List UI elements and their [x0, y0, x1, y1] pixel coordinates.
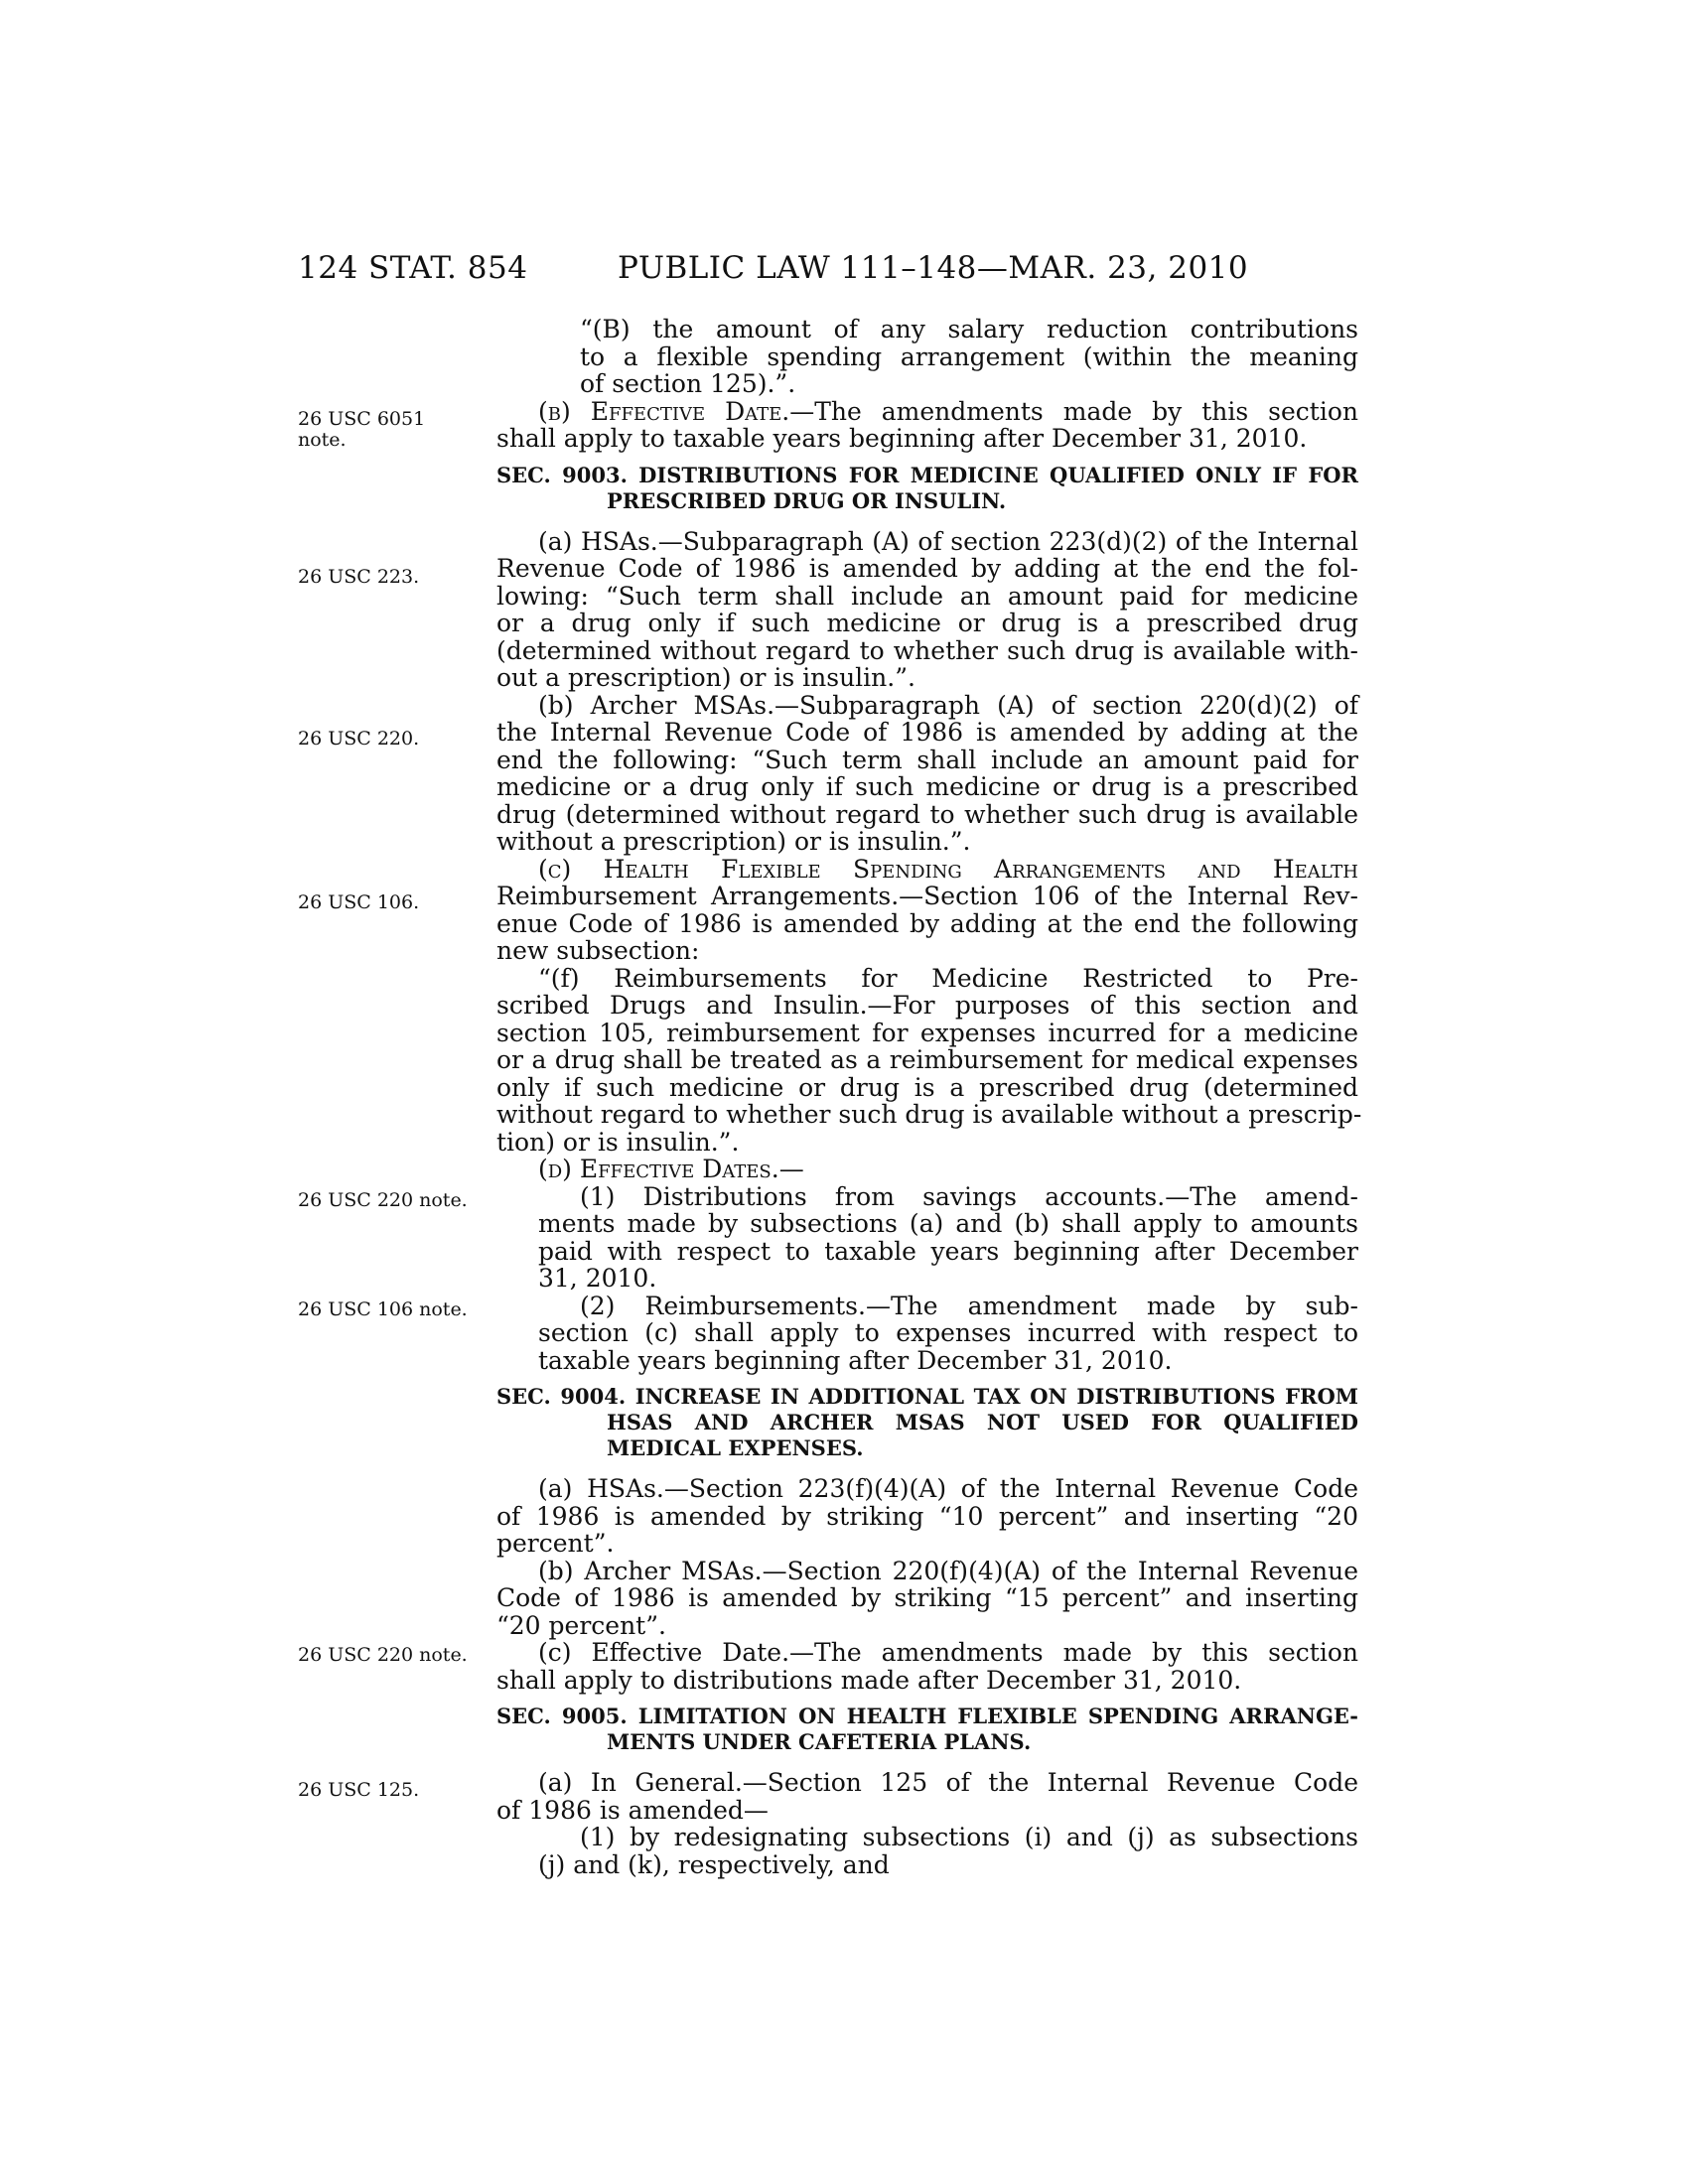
paragraph-9005-a: [496, 1769, 1358, 1878]
text-line: or a drug shall be treated as a reimbursement for medical expenses: [496, 1045, 1358, 1074]
text-line: Reimbursement Arrangements.—Section 106 of the Internal Rev-: [496, 882, 1358, 910]
margin-note: 26 USC 106 note.: [298, 1298, 468, 1320]
text-line: enue Code of 1986 is amended by adding at the end the following: [496, 908, 1358, 938]
paragraph-effective-date: [496, 398, 1358, 453]
text-line: ments made by subsections (a) and (b) shall apply to amounts: [538, 1209, 1358, 1238]
text-line: medicine or a drug only if such medicine or drug is a prescribed: [496, 772, 1358, 801]
text-line: Revenue Code of 1986 is amended by adding at the end the fol-: [496, 554, 1358, 583]
margin-note-line: 26 USC 6051: [298, 408, 426, 430]
margin-note-line: note.: [298, 429, 347, 451]
text-line: without a prescription) or is insulin.”.: [496, 827, 971, 856]
section-heading-9004: [496, 1384, 1358, 1461]
text-line: (a) HSAs.—Section 223(f)(4)(A) of the Internal Revenue Code: [538, 1474, 1358, 1503]
text-line: shall apply to taxable years beginning after December 31, 2010.: [496, 424, 1308, 453]
subsection-heading: (d) Effective Dates.—: [538, 1155, 804, 1183]
heading-line: HSAS AND ARCHER MSAS NOT USED FOR QUALIFIED: [607, 1410, 1358, 1434]
text-line: (j) and (k), respectively, and: [538, 1849, 890, 1879]
text-line: (determined without regard to whether such drug is available with-: [496, 635, 1358, 665]
paragraph-9004-a: [496, 1475, 1358, 1558]
subsection-heading: (b) Effective Date.: [538, 396, 790, 426]
text-line: or a drug only if such medicine or drug is a prescribed drug: [496, 609, 1358, 637]
text-line: drug (determined without regard to whether such drug is available: [496, 799, 1358, 829]
section-heading-9003: [496, 463, 1358, 514]
text-line: (b) Archer MSAs.—Subparagraph (A) of section 220(d)(2) of: [538, 690, 1358, 720]
body-text: [496, 315, 1362, 1879]
text-line: scribed Drugs and Insulin.—For purposes of this section and: [496, 991, 1358, 1020]
text-line: (2) Reimbursements.—The amendment made by sub-: [580, 1291, 1358, 1320]
text-line: taxable years beginning after December 31, 2010.: [538, 1345, 1173, 1375]
text-line: section 105, reimbursement for expenses incurred for a medicine: [496, 1018, 1358, 1047]
text-line: (b) Archer MSAs.—Section 220(f)(4)(A) of the Internal Revenue: [538, 1556, 1358, 1585]
page-reference: 124 STAT. 854: [298, 250, 528, 286]
paragraph-d-effective-dates: [496, 1156, 1358, 1374]
text-line: percent”.: [496, 1529, 615, 1558]
text-line: out a prescription) or is insulin.”.: [496, 663, 915, 692]
text-line: end the following: “Such term shall include an amount paid for: [496, 745, 1358, 774]
text-line: (c) Health Flexible Spending Arrangements and Health: [538, 854, 1358, 884]
text-line: of 1986 is amended—: [496, 1795, 769, 1825]
paragraph-c-health-fsa: [496, 856, 1358, 965]
text-line: without regard to whether such drug is available without a prescrip-: [496, 1100, 1362, 1129]
text-line: “(B) the amount of any salary reduction contributions: [580, 315, 1358, 343]
running-head-title: PUBLIC LAW 111–148—MAR. 23, 2010: [618, 250, 1249, 286]
text-line: of 1986 is amended by striking “10 percent” and inserting “20: [496, 1501, 1358, 1531]
text-line: (a) HSAs.—Subparagraph (A) of section 223(d)(2) of the Internal: [538, 526, 1358, 556]
text-line: to a flexible spending arrangement (within the meaning: [580, 341, 1358, 371]
paragraph-b-archer-msas: [496, 692, 1358, 856]
text-line: shall apply to distributions made after December 31, 2010.: [496, 1665, 1242, 1695]
text-line: Code of 1986 is amended by striking “15 percent” and inserting: [496, 1583, 1358, 1612]
text-line: (c) Effective Date.—The amendments made by this section: [538, 1638, 1358, 1667]
text-line: —The amendments made by this section: [789, 396, 1358, 426]
text-line: “(f) Reimbursements for Medicine Restricted to Pre-: [538, 963, 1358, 993]
section-heading-9005: [496, 1704, 1358, 1755]
paragraph-a-hsas: [496, 528, 1358, 692]
text-line: the Internal Revenue Code of 1986 is amended by adding at the: [496, 718, 1358, 747]
paragraph-b-quote: [496, 316, 1358, 398]
margin-note: 26 USC 220 note.: [298, 1189, 468, 1211]
margin-note: 26 USC 220 note.: [298, 1644, 468, 1666]
text-line: (1) Distributions from savings accounts.—The amend-: [580, 1181, 1358, 1211]
text-line: lowing: “Such term shall include an amount paid for medicine: [496, 581, 1358, 611]
text-line: of section 125).”.: [580, 369, 796, 398]
text-line: section (c) shall apply to expenses incurred with respect to: [538, 1318, 1358, 1347]
margin-note: 26 USC 125.: [298, 1779, 420, 1801]
paragraph-9004-c: [496, 1639, 1358, 1694]
margin-note: [298, 409, 477, 451]
heading-line: SEC. 9003. DISTRIBUTIONS FOR MEDICINE QUALIFIED ONLY IF FOR: [496, 462, 1358, 487]
paragraph-f-reimbursements: [496, 963, 1362, 1157]
text-line: “20 percent”.: [496, 1610, 666, 1640]
text-line: new subsection:: [496, 936, 700, 965]
paragraph-9004-b: [496, 1558, 1358, 1640]
text-line: tion) or is insulin.”.: [496, 1127, 740, 1157]
heading-line: MEDICAL EXPENSES.: [607, 1435, 864, 1460]
heading-line: SEC. 9005. LIMITATION ON HEALTH FLEXIBLE SPENDING ARRANGE-: [496, 1704, 1358, 1728]
text-line: paid with respect to taxable years beginning after December: [538, 1236, 1358, 1266]
margin-note: 26 USC 223.: [298, 566, 420, 588]
heading-line: SEC. 9004. INCREASE IN ADDITIONAL TAX ON DISTRIBUTIONS FROM: [496, 1384, 1358, 1409]
text-line: (a) In General.—Section 125 of the Internal Revenue Code: [538, 1768, 1358, 1797]
text-line: only if such medicine or drug is a prescribed drug (determined: [496, 1072, 1358, 1102]
margin-note: 26 USC 220.: [298, 728, 420, 750]
text-line: (1) by redesignating subsections (i) and (j) as subsections: [580, 1823, 1358, 1851]
text-line: 31, 2010.: [538, 1264, 657, 1293]
heading-line: MENTS UNDER CAFETERIA PLANS.: [607, 1729, 1032, 1754]
heading-line: PRESCRIBED DRUG OR INSULIN.: [607, 487, 1007, 513]
margin-note: 26 USC 106.: [298, 891, 420, 913]
